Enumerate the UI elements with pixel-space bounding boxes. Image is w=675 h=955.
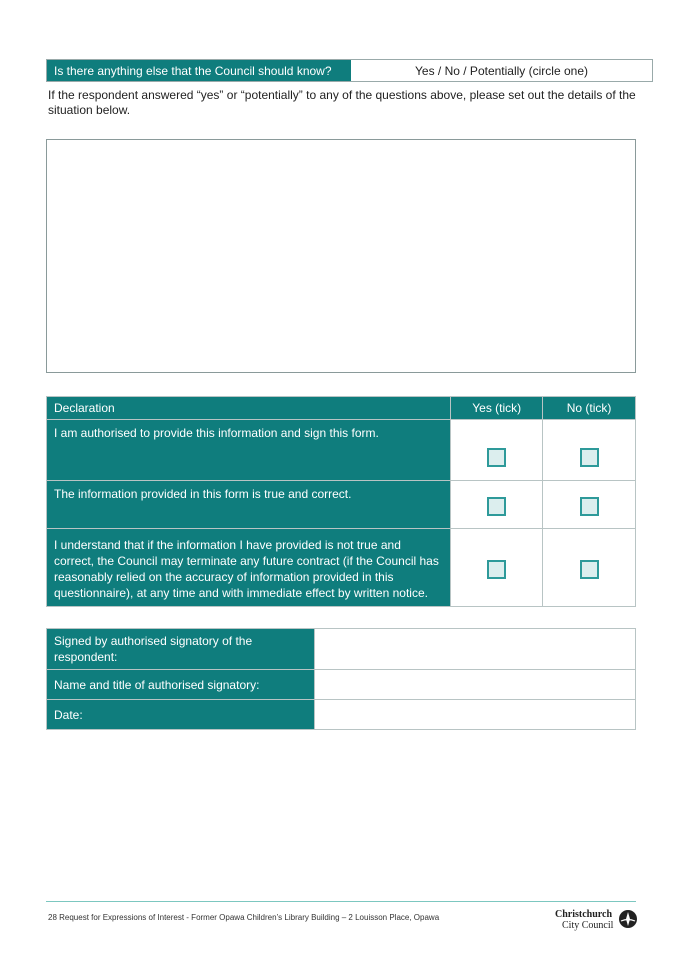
table-row [47,629,636,670]
details-text-area[interactable] [46,139,636,373]
yes-checkbox[interactable] [487,497,506,516]
signature-table [46,628,636,730]
footer-text: 28 Request for Expressions of Interest - Former Opawa Children’s Library Building – 2 Louisson Place, Opawa [48,913,440,922]
logo-line-1: Christchurch [555,909,613,920]
declaration-header: Declaration [47,397,451,420]
table-row [47,481,636,529]
table-row [47,420,636,481]
question-row [46,59,653,82]
council-logo [555,909,640,933]
no-checkbox[interactable] [580,497,599,516]
logo-line-2: City Council [562,920,614,931]
yes-checkbox[interactable] [487,560,506,579]
table-row [47,700,636,730]
no-header: No (tick) [543,397,636,420]
no-checkbox[interactable] [580,560,599,579]
signature-field[interactable] [314,629,635,670]
declaration-statement: I understand that if the information I have provided is not true and correct, the Council may terminate any future contract (if the Council has reasonably relied on the accuracy of information provided in this questionnaire), at any time and with immediate effect by written notice. [47,529,451,607]
date-field[interactable] [314,700,635,730]
name-title-field[interactable] [314,670,635,700]
declaration-statement: I am authorised to provide this information and sign this form. [47,420,451,481]
signature-label: Signed by authorised signatory of the respondent: [47,629,315,670]
no-checkbox[interactable] [580,448,599,467]
name-title-label: Name and title of authorised signatory: [47,670,315,700]
question-label: Is there anything else that the Council should know? [47,60,351,81]
table-row [47,670,636,700]
question-answer-options[interactable]: Yes / No / Potentially (circle one) [415,64,588,78]
declaration-table [46,396,636,607]
yes-checkbox[interactable] [487,448,506,467]
date-label: Date: [47,700,315,730]
declaration-statement: The information provided in this form is true and correct. [47,481,451,529]
instruction-text: If the respondent answered “yes” or “potentially” to any of the questions above, please set out the details of the situation below. [48,88,636,117]
yes-header: Yes (tick) [451,397,543,420]
cathedral-icon [618,909,638,929]
footer-rule [46,901,636,902]
table-row [47,529,636,607]
